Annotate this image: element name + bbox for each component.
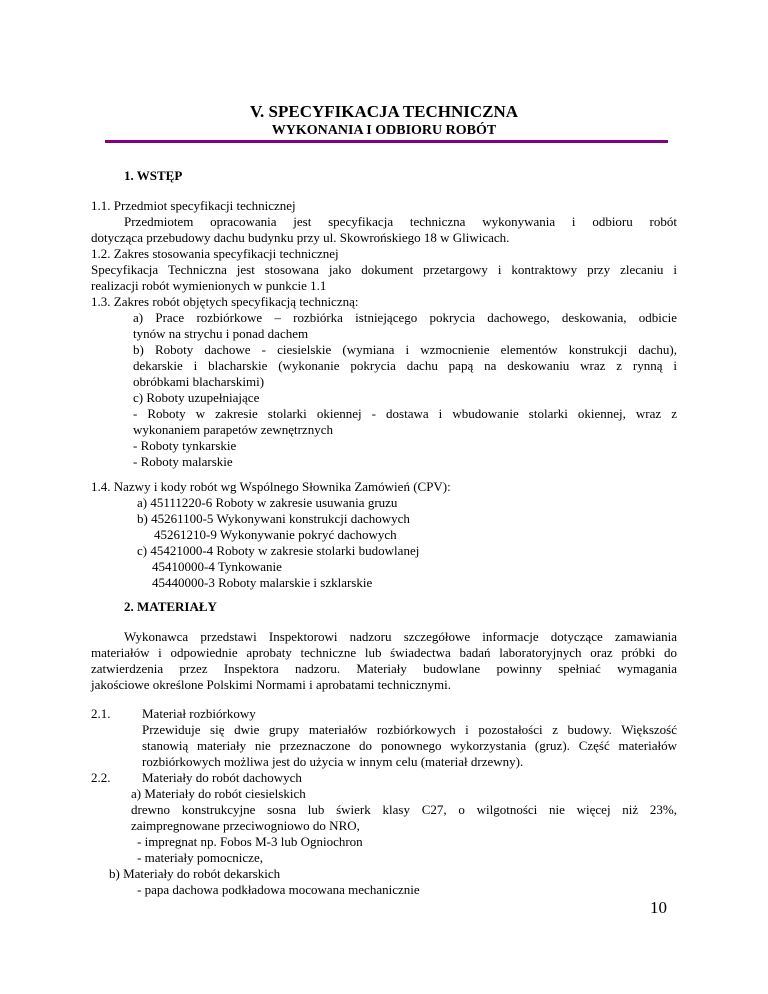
s13-b-line1: b) Roboty dachowe - ciesielskie (wymiana i wzmocnienie elementów konstrukcji dachu), <box>133 342 677 357</box>
s13-b-line2: dekarskie i blacharskie (wykonanie pokrycia dachu papą na deskowaniu wraz z rynną i <box>133 358 677 373</box>
s11-line2: dotycząca przebudowy dachu budynku przy ul. Skowrońskiego 18 w Gliwicach. <box>91 230 510 245</box>
s22-a2: zaimpregnowane przeciwogniowo do NRO, <box>131 818 360 833</box>
page-title: V. SPECYFIKACJA TECHNICZNA <box>249 102 519 121</box>
s22-number: 2.2. <box>91 770 111 785</box>
s22-a1: drewno konstrukcyjne sosna lub świerk klasy C27, o wilgotności nie więcej niż 23%, <box>131 802 677 817</box>
cpv-b: b) 45261100-5 Wykonywani konstrukcji dachowych <box>137 511 410 526</box>
s11-line1: Przedmiotem opracowania jest specyfikacja techniczna wykonywania i odbioru robót <box>124 214 677 229</box>
s13-b-line3: obróbkami blacharskimi) <box>133 374 265 389</box>
s2-intro-line1: Wykonawca przedstawi Inspektorowi nadzoru szczegółowe informacje dotyczące zamawiania <box>124 629 677 644</box>
s13-a-line2: tynów na strychu i ponad dachem <box>133 326 309 341</box>
s2-intro-line2: materiałów i odpowiednie aprobaty techniczne lub świadectwa badań laboratoryjnych oraz próbki do <box>91 645 677 660</box>
cpv-c2: 45410000-4 Tynkowanie <box>152 559 282 574</box>
s22-a4: - materiały pomocnicze, <box>137 850 263 865</box>
s21-line1: Przewiduje się dwie grupy materiałów rozbiórkowych i pozostałości z budowy. Większość <box>142 722 677 737</box>
s21-number: 2.1. <box>91 706 111 721</box>
cpv-a: a) 45111220-6 Roboty w zakresie usuwania gruzu <box>137 495 398 510</box>
s13-a-line1: a) Prace rozbiórkowe – rozbiórka istniejącego pokrycia dachowego, deskowania, odbicie <box>133 310 677 325</box>
s13-c-item2: - Roboty tynkarskie <box>133 438 237 453</box>
s22-title: Materiały do robót dachowych <box>142 770 302 785</box>
title-divider <box>105 140 668 143</box>
s22-a3: - impregnat np. Fobos M-3 lub Ogniochron <box>137 834 363 849</box>
cpv-b2: 45261210-9 Wykonywanie pokryć dachowych <box>154 527 397 542</box>
s11-title: 1.1. Przedmiot specyfikacji technicznej <box>91 198 296 213</box>
s12-title: 1.2. Zakres stosowania specyfikacji technicznej <box>91 246 339 261</box>
cpv-c3: 45440000-3 Roboty malarskie i szklarskie <box>152 575 373 590</box>
s22-b1: - papa dachowa podkładowa mocowana mechanicznie <box>137 882 420 897</box>
s13-title: 1.3. Zakres robót objętych specyfikacją techniczną: <box>91 294 359 309</box>
s2-intro-line4: jakościowe określone Polskimi Normami i aprobatami technicznymi. <box>91 677 451 692</box>
section-1-heading: 1. WSTĘP <box>124 168 183 183</box>
s12-line1: Specyfikacja Techniczna jest stosowana jako dokument przetargowy i kontraktowy przy zlecaniu i <box>91 262 677 277</box>
s12-line2: realizacji robót wymienionych w punkcie 1.1 <box>91 278 327 293</box>
page-subtitle: WYKONANIA I ODBIORU ROBÓT <box>271 123 497 138</box>
s13-c-item1b: wykonaniem parapetów zewnętrznych <box>133 422 333 437</box>
section-2-heading: 2. MATERIAŁY <box>124 599 217 614</box>
s22-a: a) Materiały do robót ciesielskich <box>131 786 306 801</box>
s22-b: b) Materiały do robót dekarskich <box>109 866 281 881</box>
s21-line3: rozbiórkowych możliwa jest do użycia w innym celu (materiał drzewny). <box>142 754 524 769</box>
s21-title: Materiał rozbiórkowy <box>142 706 256 721</box>
s13-c-line: c) Roboty uzupełniające <box>133 390 260 405</box>
s14-title: 1.4. Nazwy i kody robót wg Wspólnego Słownika Zamówień (CPV): <box>91 479 451 494</box>
cpv-c: c) 45421000-4 Roboty w zakresie stolarki budowlanej <box>137 543 420 558</box>
s13-c-item1a: - Roboty w zakresie stolarki okiennej - dostawa i wbudowanie stolarki okiennej, wraz z <box>133 406 677 421</box>
s13-c-item3: - Roboty malarskie <box>133 454 233 469</box>
s2-intro-line3: zatwierdzenia przez Inspektora nadzoru. Materiały budowlane powinny spełniać wymagania <box>91 661 677 676</box>
page-number: 10 <box>650 898 667 917</box>
s21-line2: stanowią materiały nie przeznaczone do ponownego wykorzystania (gruz). Część materiałów <box>142 738 677 753</box>
